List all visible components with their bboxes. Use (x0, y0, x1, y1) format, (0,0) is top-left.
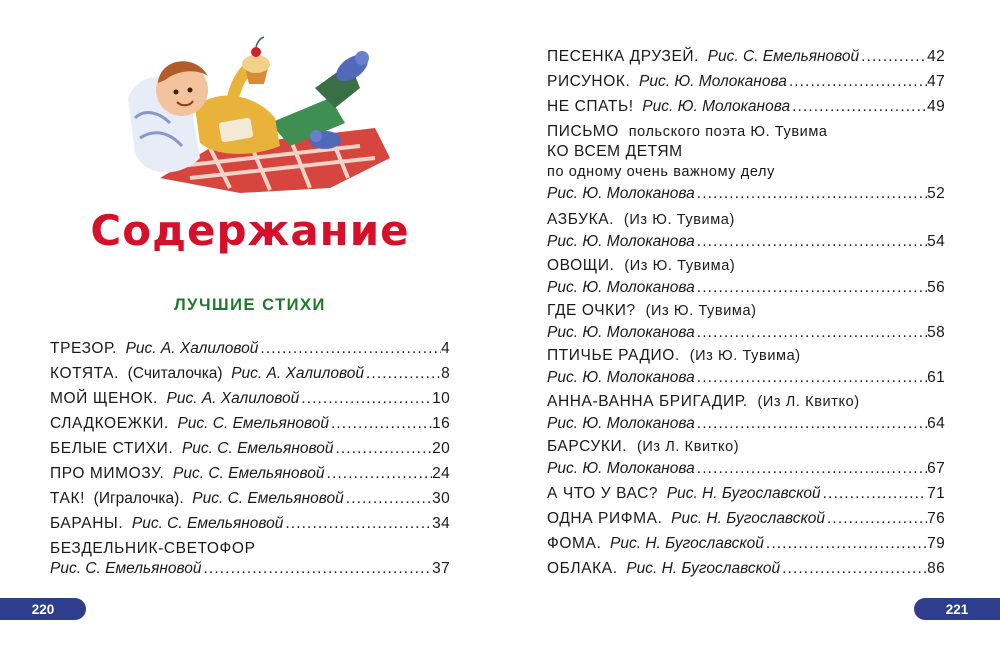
entry-credit: Рис. С. Емельяновой (707, 48, 860, 65)
toc-entry[interactable] (547, 534, 945, 554)
toc-entry[interactable] (547, 346, 945, 388)
entry-title: БЕЗДЕЛЬНИК-СВЕТОФОР (50, 540, 256, 557)
entry-title: КОТЯТА. (50, 365, 120, 382)
entry-page: 30 (432, 490, 450, 507)
entry-page: 61 (927, 369, 945, 386)
entry-credit: Рис. Н. Бугославской (666, 485, 821, 502)
entry-title: БЕЛЫЕ СТИХИ. (50, 440, 174, 457)
entry-title: ГДЕ ОЧКИ? (547, 302, 636, 319)
entry-credit: Рис. С. Емельяновой (131, 515, 284, 532)
entry-title-line2: КО ВСЕМ ДЕТЯМ (547, 143, 683, 160)
entry-note: (Игралочка). (93, 490, 184, 507)
entry-title: АННА-ВАННА БРИГАДИР. (547, 393, 748, 410)
entry-page: 64 (927, 415, 945, 432)
entry-credit: Рис. Ю. Молоканова (547, 233, 695, 250)
right-page (500, 0, 1000, 648)
section-heading: ЛУЧШИЕ СТИХИ (174, 296, 326, 314)
toc-entry[interactable] (50, 339, 450, 359)
entry-page: 56 (927, 279, 945, 296)
entry-page: 8 (441, 365, 450, 382)
entry-page: 24 (432, 465, 450, 482)
entry-note: (Считалочка) (127, 365, 223, 382)
entry-page: 20 (432, 440, 450, 457)
toc-entry[interactable] (547, 437, 945, 479)
toc-entry[interactable] (547, 509, 945, 529)
entry-page: 16 (432, 415, 450, 432)
entry-page: 4 (441, 340, 450, 357)
toc-entry[interactable] (547, 122, 945, 204)
toc-entry[interactable] (547, 47, 945, 67)
entry-page: 86 (927, 560, 945, 577)
page-title: Содержание (90, 206, 410, 255)
entry-page: 49 (927, 98, 945, 115)
entry-credit: Рис. Н. Бугославской (626, 560, 781, 577)
entry-page: 37 (432, 560, 450, 577)
entry-title: СЛАДКОЕЖКИ. (50, 415, 169, 432)
entry-credit: Рис. Н. Бугославской (610, 535, 764, 552)
toc-entry[interactable] (547, 559, 945, 579)
entry-credit: Рис. Ю. Молоканова (547, 415, 695, 432)
toc-entry[interactable] (547, 256, 945, 298)
entry-page: 34 (432, 515, 450, 532)
toc-entry[interactable] (50, 439, 450, 459)
toc-entry[interactable] (50, 489, 450, 509)
entry-credit: Рис. С. Емельяновой (192, 490, 344, 507)
entry-page: 47 (927, 73, 945, 90)
entry-credit: Рис. Ю. Молоканова (547, 460, 695, 477)
entry-title: РИСУНОК. (547, 73, 631, 90)
entry-credit: Рис. А. Халиловой (125, 340, 259, 357)
toc-entry[interactable] (547, 210, 945, 252)
entry-title: А ЧТО У ВАС? (547, 485, 659, 502)
entry-title: ПТИЧЬЕ РАДИО. (547, 347, 680, 364)
toc-entry[interactable] (547, 484, 945, 504)
toc-entry[interactable] (50, 364, 450, 384)
entry-page: 10 (432, 390, 450, 407)
entry-credit: Рис. Ю. Молоканова (547, 279, 695, 296)
toc-entry[interactable] (547, 301, 945, 343)
toc-entry[interactable] (50, 414, 450, 434)
entry-title: БАРАНЫ. (50, 515, 124, 532)
entry-note: (Из Ю. Тувима) (689, 348, 801, 364)
entry-page: 58 (927, 324, 945, 341)
entry-title: БАРСУКИ. (547, 438, 628, 455)
entry-credit: Рис. Н. Бугославской (671, 510, 825, 527)
entry-credit: Рис. Ю. Молоканова (547, 185, 695, 202)
entry-note: (Из Л. Квитко) (757, 394, 860, 410)
entry-page: 54 (927, 233, 945, 250)
entry-title: ОВОЩИ. (547, 257, 615, 274)
entry-page: 52 (927, 185, 945, 202)
page-number-badge: 221 (914, 598, 1000, 620)
entry-page: 42 (927, 48, 945, 65)
entry-credit: Рис. С. Емельяновой (181, 440, 334, 457)
entry-title: ОБЛАКА. (547, 560, 618, 577)
toc-entry[interactable] (50, 539, 450, 579)
entry-page: 76 (927, 510, 945, 527)
boy-with-cupcake-illustration (120, 28, 400, 198)
entry-credit: Рис. Ю. Молоканова (547, 324, 695, 341)
entry-credit: Рис. С. Емельяновой (177, 415, 329, 432)
entry-page: 71 (927, 485, 945, 502)
entry-title: ПЕСЕНКА ДРУЗЕЙ. (547, 48, 700, 65)
entry-title: ПИСЬМО (547, 123, 619, 140)
entry-note: (Из Ю. Тувима) (624, 258, 736, 274)
entry-note: (Из Ю. Тувима) (623, 212, 735, 228)
entry-credit: Рис. А. Халиловой (166, 390, 300, 407)
toc-entry[interactable] (547, 97, 945, 117)
entry-title: ФОМА. (547, 535, 602, 552)
entry-title: НЕ СПАТЬ! (547, 98, 634, 115)
entry-credit: Рис. А. Халиловой (231, 365, 364, 382)
entry-title: АЗБУКА. (547, 211, 615, 228)
entry-title: ОДНА РИФМА. (547, 510, 663, 527)
toc-entry[interactable] (50, 389, 450, 409)
entry-note: (Из Л. Квитко) (636, 439, 740, 455)
entry-credit: Рис. Ю. Молоканова (642, 98, 791, 115)
entry-page: 67 (927, 460, 945, 477)
toc-entry[interactable] (50, 464, 450, 484)
entry-title: МОЙ ЩЕНОК. (50, 390, 158, 407)
toc-entry[interactable] (547, 392, 945, 434)
entry-credit: Рис. Ю. Молоканова (547, 369, 695, 386)
entry-credit: Рис. С. Емельяновой (173, 465, 325, 482)
entry-credit: Рис. С. Емельяновой (50, 560, 202, 577)
entry-title-rest: польского поэта Ю. Тувима (628, 124, 828, 140)
toc-entry[interactable] (50, 514, 450, 534)
page-number-badge: 220 (0, 598, 86, 620)
entry-credit: Рис. Ю. Молоканова (639, 73, 787, 90)
entry-title-line3: по одному очень важному делу (547, 164, 775, 180)
entry-page: 79 (927, 535, 945, 552)
entry-title: ТРЕЗОР. (50, 340, 117, 357)
entry-title: ТАК! (50, 490, 86, 507)
entry-title: ПРО МИМОЗУ. (50, 465, 165, 482)
entry-note: (Из Ю. Тувима) (645, 303, 757, 319)
toc-entry[interactable] (547, 72, 945, 92)
